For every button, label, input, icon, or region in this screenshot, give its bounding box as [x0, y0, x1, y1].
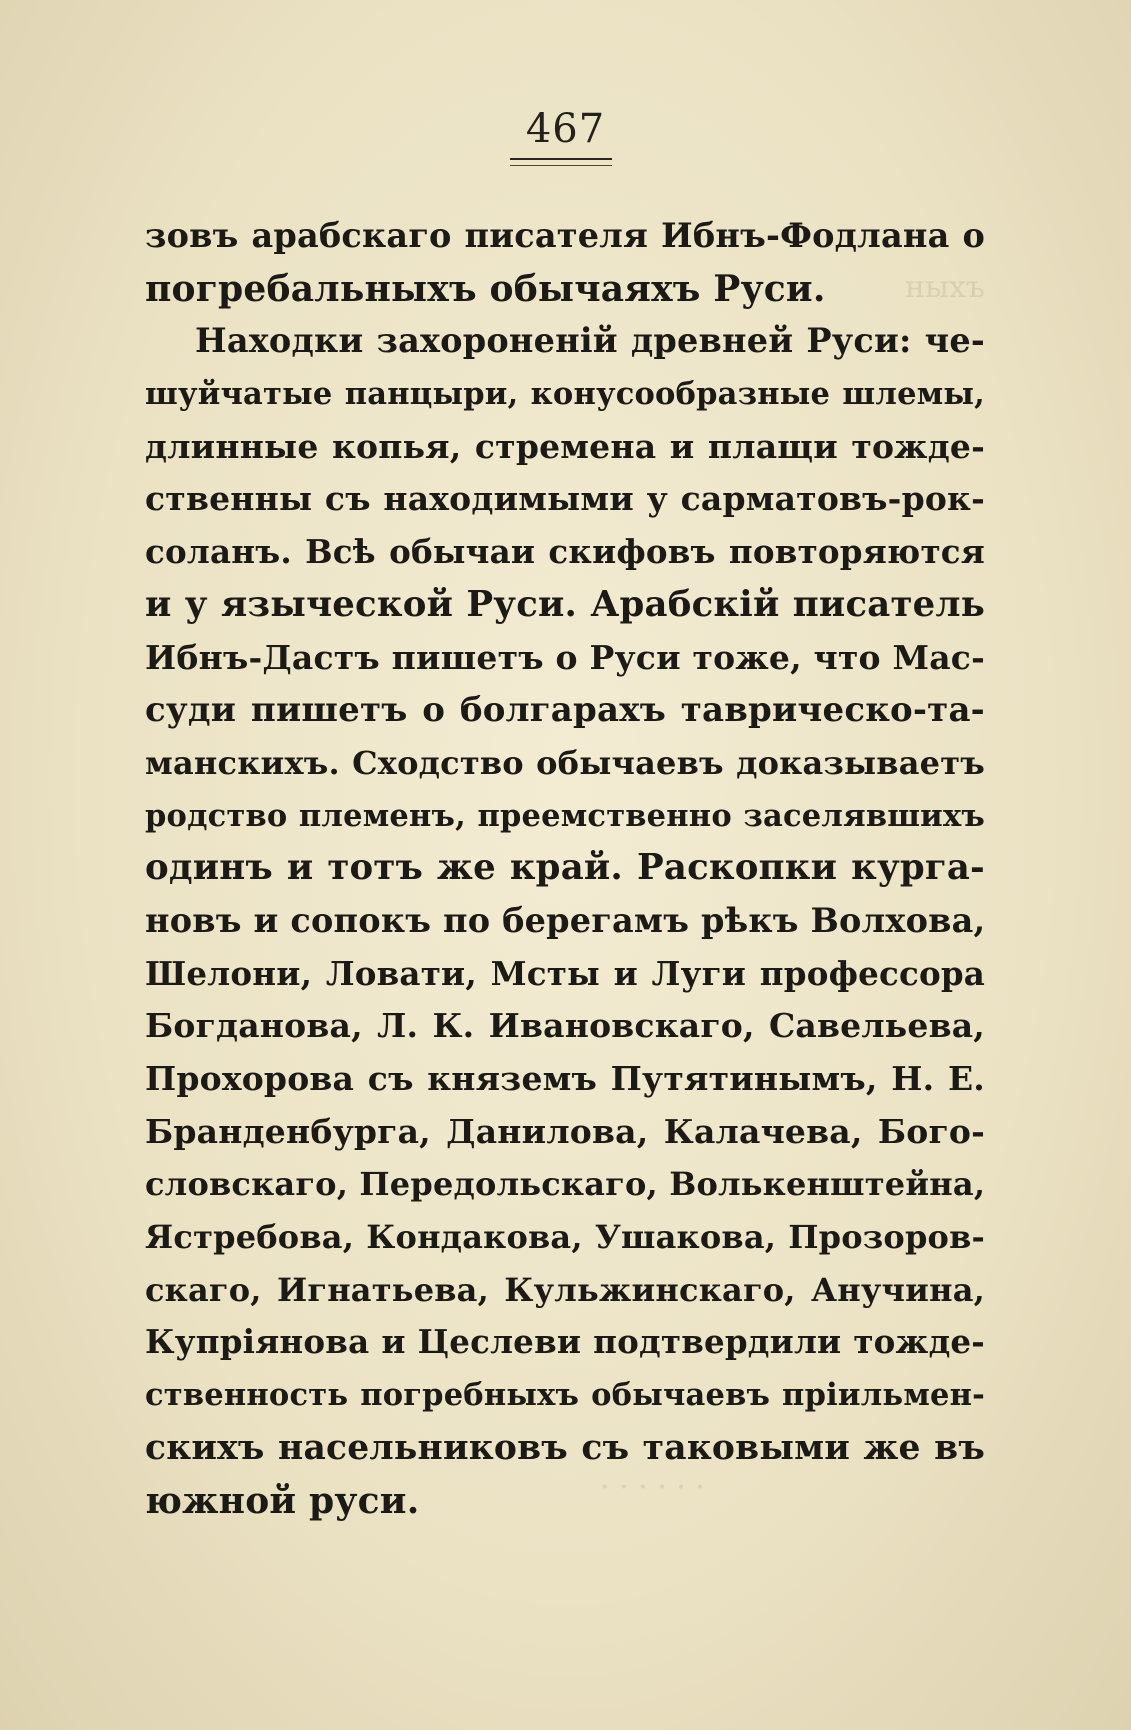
text-line: скаго, Игнатьева, Кульжинскаго, Анучина,: [145, 1270, 985, 1309]
text-line: южной руси.: [145, 1479, 420, 1522]
text-line: Находки захороненій древней Руси: че-: [195, 321, 985, 361]
page-number-rule: [510, 158, 612, 160]
text-line: длинные копья, стремена и плащи тожде-: [145, 426, 985, 466]
page-number-rule-thin: [510, 165, 612, 166]
text-line: и у языческой Руси. Арабскій писатель: [145, 583, 985, 625]
text-line: новъ и сопокъ по берегамъ рѣкъ Волхова,: [145, 900, 986, 940]
text-line: Ястребова, Кондакова, Ушакова, Прозоров-: [145, 1218, 985, 1257]
text-line: скихъ насельниковъ съ таковыми же въ: [145, 1427, 985, 1468]
text-line: Прохорова съ княземъ Путятинымъ, Н. Е.: [145, 1059, 985, 1098]
text-line: суди пишетъ о болгарахъ таврическо-та-: [145, 690, 985, 731]
text-line: ственны съ находимыми у сарматовъ-рок-: [145, 479, 985, 519]
text-line: родство племенъ, преемственно заселявшихъ: [145, 797, 985, 834]
text-line: Бранденбурга, Данилова, Калачева, Бого-: [145, 1111, 985, 1151]
text-line: манскихъ. Сходство обычаевъ доказываетъ: [145, 743, 985, 782]
text-line: одинъ и тотъ же край. Раскопки курга-: [145, 847, 985, 889]
text-line: Богданова, Л. К. Ивановскаго, Савельева,: [145, 1006, 985, 1046]
text-line: словскаго, Передольскаго, Волькенштейна,: [145, 1165, 986, 1204]
bleed-through-text-top: ныхъ: [905, 270, 985, 305]
page-number: 467: [525, 106, 606, 152]
text-line: ственность погребныхъ обычаевъ пріильмен-: [145, 1377, 985, 1414]
text-line: зовъ арабскаго писателя Ибнъ-Фодлана о: [145, 216, 985, 255]
text-line: Купріянова и Цеслеви подтвердили тожде-: [145, 1322, 985, 1362]
text-line: Ибнъ-Дастъ пишетъ о Руси тоже, что Мас-: [145, 637, 985, 677]
body-text: [145, 210, 985, 1527]
bleed-through-text-bottom: · · · · · ·: [600, 1470, 705, 1505]
text-line: соланъ. Всѣ обычаи скифовъ повторяются: [145, 532, 985, 572]
text-line: погребальныхъ обычаяхъ Руси.: [145, 267, 826, 310]
text-line: шуйчатые панцыри, конусообразные шлемы,: [145, 376, 985, 413]
text-line: Шелони, Ловати, Мсты и Луги профессора: [145, 953, 985, 993]
